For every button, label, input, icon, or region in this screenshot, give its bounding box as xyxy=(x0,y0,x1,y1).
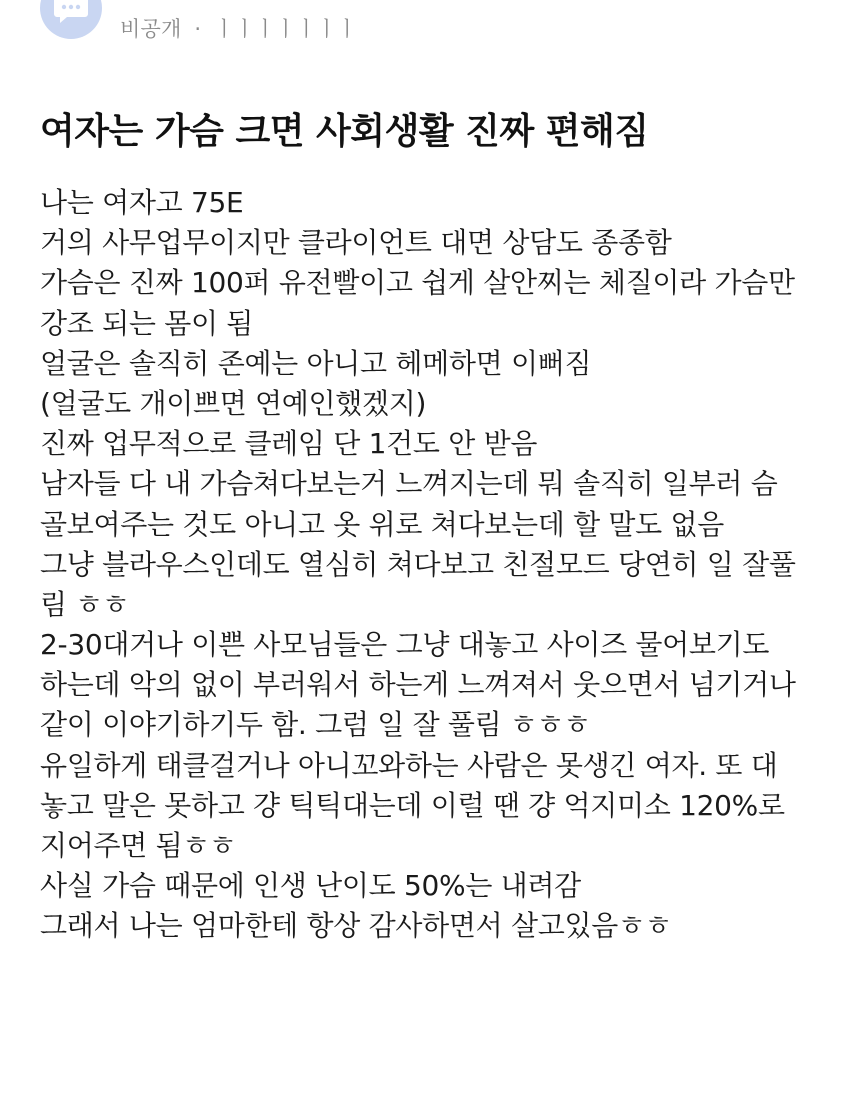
post-body xyxy=(40,183,830,947)
post-body-line: 림 ㅎㅎ xyxy=(40,587,129,621)
post-body-line: 가슴은 진짜 100퍼 유전빨이고 쉽게 살안찌는 체질이라 가슴만 xyxy=(40,266,795,300)
post-meta xyxy=(40,0,358,41)
meta-separator: · xyxy=(194,17,202,41)
post-body-line: 그래서 나는 엄마한테 항상 감사하면서 살고있음ㅎㅎ xyxy=(40,909,672,943)
post-body-line: 얼굴은 솔직히 존예는 아니고 헤메하면 이뻐짐 xyxy=(40,346,592,380)
post-title: 여자는 가슴 크면 사회생활 진짜 편해짐 xyxy=(40,111,649,152)
post-body-line: 지어주면 됨ㅎㅎ xyxy=(40,829,236,862)
post-body-line: 놓고 말은 못하고 걍 틱틱대는데 이럴 땐 걍 억지미소 120%로 xyxy=(40,788,785,822)
post-body-line: 2-30대거나 이쁜 사모님들은 그냥 대놓고 사이즈 물어보기도 xyxy=(40,628,770,662)
post-meta-text xyxy=(120,13,358,43)
post-body-line: 그냥 블라우스인데도 열심히 쳐다보고 친절모드 당연히 일 잘풀 xyxy=(40,547,796,581)
post-body-line: 거의 사무업무이지만 클라이언트 대면 상담도 종종함 xyxy=(40,226,672,260)
author-name[interactable]: ㅣㅣㅣㅣㅣㅣㅣ xyxy=(214,17,358,41)
post-body-line: 골보여주는 것도 아니고 옷 위로 쳐다보는데 할 말도 없음 xyxy=(40,507,725,541)
post-body-line: 남자들 다 내 가슴쳐다보는거 느껴지는데 뭐 솔직히 일부러 슴 xyxy=(40,467,778,501)
post-body-line: 유일하게 태클걸거나 아니꼬와하는 사람은 못생긴 여자. 또 대 xyxy=(40,748,778,782)
post-body-line: 같이 이야기하기두 함. 그럼 일 잘 풀림 ㅎㅎㅎ xyxy=(40,708,591,742)
post-body-line: 하는데 악의 없이 부러워서 하는게 느껴져서 웃으면서 넘기거나 xyxy=(40,668,796,702)
post-body-line: (얼굴도 개이쁘면 연예인했겠지) xyxy=(40,386,427,420)
post-body-line: 강조 되는 몸이 됨 xyxy=(40,306,254,340)
post-body-line: 진짜 업무적으로 클레임 단 1건도 안 받음 xyxy=(40,427,538,461)
visibility-label: 비공개 xyxy=(120,17,182,41)
post-body-line: 사실 가슴 때문에 인생 난이도 50%는 내려감 xyxy=(40,869,581,903)
chat-bubble-icon xyxy=(53,0,89,25)
author-avatar[interactable] xyxy=(40,0,102,39)
post-body-line: 나는 여자고 75E xyxy=(40,186,244,219)
